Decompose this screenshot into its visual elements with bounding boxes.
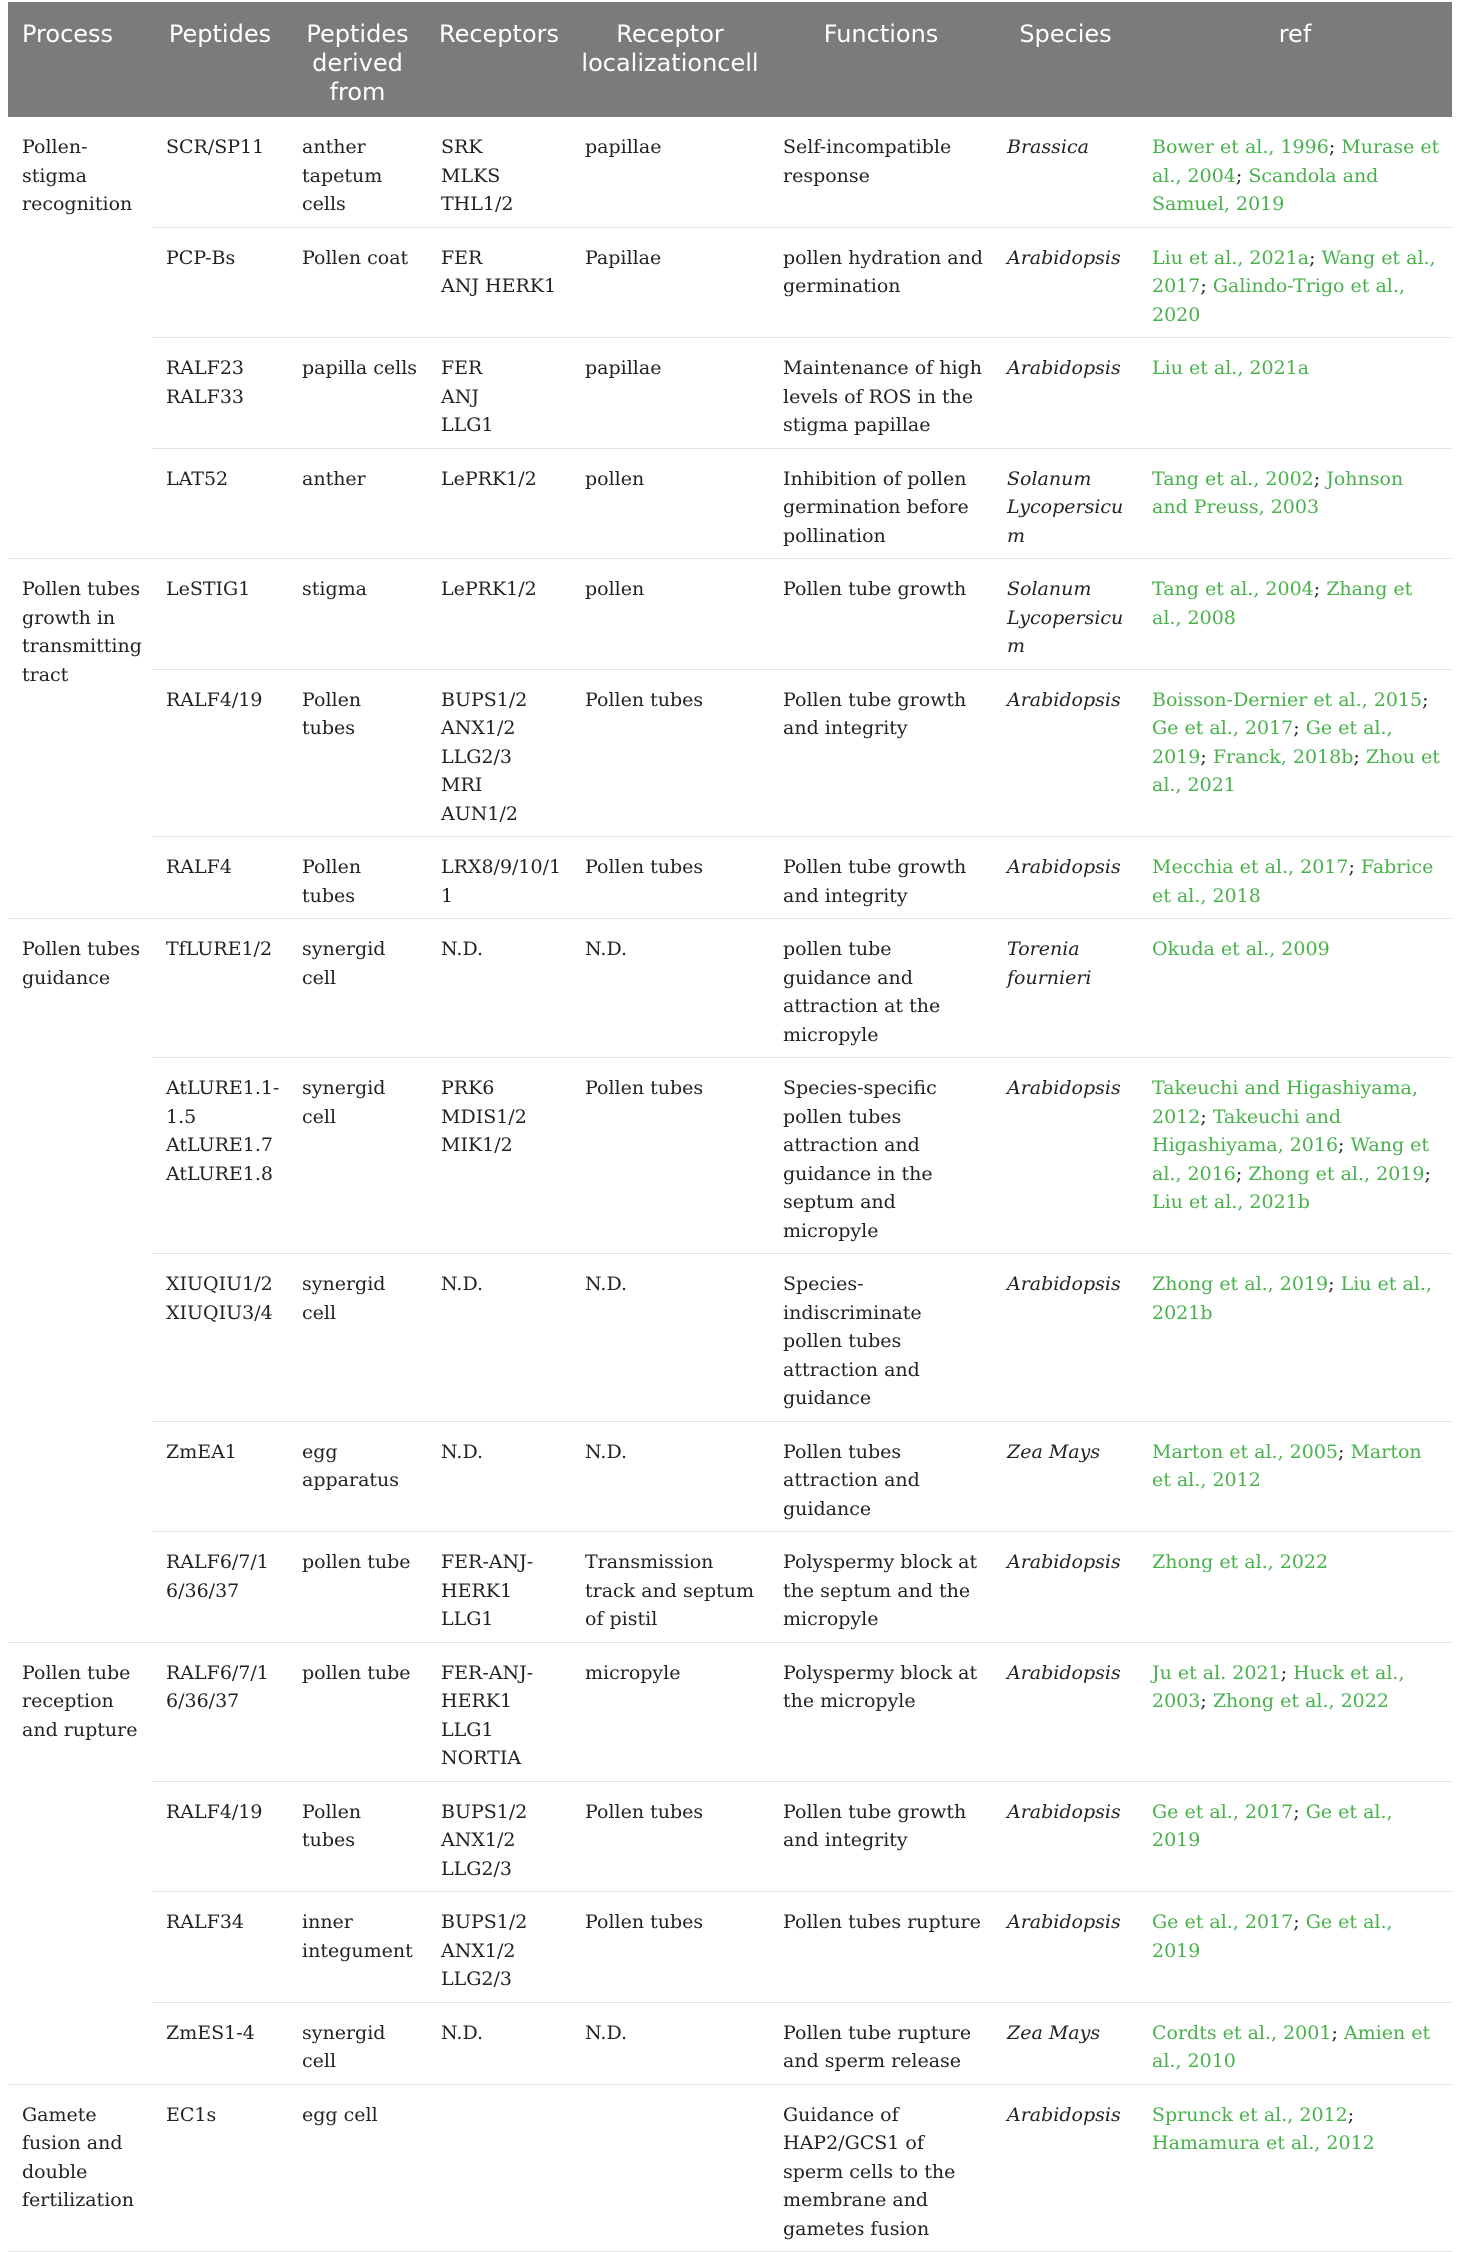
ref-cell: Bower et al., 1996; Murase et al., 2004; Scandola and Samuel, 2019 bbox=[1138, 117, 1452, 227]
receptor-item: LePRK1/2 bbox=[441, 578, 537, 600]
table-row bbox=[8, 1892, 1452, 2003]
table-row bbox=[8, 227, 1452, 338]
localization-cell: Pollen tubes bbox=[571, 1892, 769, 2003]
reference-link[interactable]: Liu et al., 2021a bbox=[1152, 246, 1310, 269]
reference-link[interactable]: Tang et al., 2002 bbox=[1152, 467, 1314, 490]
peptide-cell: LeSTIG1 bbox=[152, 559, 288, 670]
derived-from-cell: Pollen coat bbox=[288, 227, 427, 338]
header-peptides: Peptides bbox=[152, 2, 288, 117]
header-derived-from: Peptides derived from bbox=[288, 2, 427, 117]
species-cell: Solanum Lycopersicum bbox=[993, 559, 1138, 670]
reference-link[interactable]: Takeuchi and Higashiyama, 2012 bbox=[1152, 1077, 1418, 1128]
species-cell: Arabidopsis bbox=[993, 338, 1138, 449]
reference-link[interactable]: Murase et al., 2004 bbox=[1152, 136, 1440, 187]
function-cell: Pollen tube rupture and sperm release bbox=[769, 2002, 993, 2084]
receptor-item: ANX1/2 bbox=[441, 1829, 516, 1851]
table-body bbox=[8, 117, 1452, 2252]
ref-cell: Mecchia et al., 2017; Fabrice et al., 2018 bbox=[1138, 837, 1452, 919]
receptor-item: MRI AUN1/2 bbox=[441, 774, 518, 825]
reference-link[interactable]: Huck et al., 2003 bbox=[1152, 1661, 1405, 1712]
derived-from-cell: Pollen tubes bbox=[288, 1781, 427, 1892]
reference-link[interactable]: Fabrice et al., 2018 bbox=[1152, 856, 1434, 907]
process-cell: Gamete fusion and double fertilization bbox=[8, 2084, 152, 2252]
function-cell: pollen hydration and germination bbox=[769, 227, 993, 338]
reference-link[interactable]: Amien et al., 2010 bbox=[1152, 2021, 1431, 2072]
peptide-cell: RALF4/19 bbox=[152, 669, 288, 837]
table-row bbox=[8, 448, 1452, 559]
receptor-item: LLG2/3 bbox=[441, 1968, 512, 1990]
localization-cell: N.D. bbox=[571, 1254, 769, 1422]
header-ref: ref bbox=[1138, 2, 1452, 117]
receptor-item: LLG2/3 bbox=[441, 745, 512, 768]
derived-from-cell: synergid cell bbox=[288, 1058, 427, 1254]
peptide-cell: RALF6/7/16/36/37 bbox=[152, 1642, 288, 1781]
receptor-item: LLG1 bbox=[441, 414, 494, 436]
receptors-cell bbox=[427, 1892, 571, 2003]
receptor-item: MLKS bbox=[441, 164, 501, 187]
table-row bbox=[8, 1058, 1452, 1254]
reference-link[interactable]: Galindo-Trigo et al., 2020 bbox=[1152, 275, 1405, 326]
reference-link[interactable]: Ge et al., 2019 bbox=[1152, 1800, 1393, 1851]
receptor-item: MDIS1/2 bbox=[441, 1105, 527, 1128]
ref-cell: Boisson-Dernier et al., 2015; Ge et al., 2017; Ge et al., 2019; Franck, 2018b; Zhou et al., 2021 bbox=[1138, 669, 1452, 837]
header-receptors: Receptors bbox=[427, 2, 571, 117]
localization-cell: Pollen tubes bbox=[571, 1781, 769, 1892]
header-process: Process bbox=[8, 2, 152, 117]
function-cell: Pollen tube growth bbox=[769, 559, 993, 670]
derived-from-cell: papilla cells bbox=[288, 338, 427, 449]
derived-from-cell: egg apparatus bbox=[288, 1421, 427, 1532]
reference-link[interactable]: Scandola and Samuel, 2019 bbox=[1152, 164, 1379, 215]
receptors-cell bbox=[427, 837, 571, 919]
reference-link[interactable]: Ge et al., 2019 bbox=[1152, 717, 1393, 768]
localization-cell: Pollen tubes bbox=[571, 837, 769, 919]
function-cell: Pollen tube growth and integrity bbox=[769, 669, 993, 837]
receptors-cell bbox=[427, 2084, 571, 2252]
ref-cell: Sprunck et al., 2012; Hamamura et al., 2012 bbox=[1138, 2084, 1452, 2252]
peptide-cell: RALF23 RALF33 bbox=[152, 338, 288, 449]
receptors-cell bbox=[427, 1058, 571, 1254]
derived-from-cell: Pollen tubes bbox=[288, 837, 427, 919]
reference-link[interactable]: Zhong et al., 2019 bbox=[1152, 1273, 1329, 1295]
ref-cell: Marton et al., 2005; Marton et al., 2012 bbox=[1138, 1421, 1452, 1532]
reference-link[interactable]: Liu et al., 2021b bbox=[1152, 1273, 1432, 1324]
reference-link[interactable]: Wang et al., 2017 bbox=[1152, 246, 1436, 297]
localization-cell: micropyle bbox=[571, 1642, 769, 1781]
function-cell: Polyspermy block at the septum and the micropyle bbox=[769, 1532, 993, 1643]
localization-cell: Transmission track and septum of pistil bbox=[571, 1532, 769, 1643]
receptor-item: PRK6 bbox=[441, 1077, 495, 1099]
receptors-cell bbox=[427, 559, 571, 670]
localization-cell: pollen bbox=[571, 559, 769, 670]
derived-from-cell: egg cell bbox=[288, 2084, 427, 2252]
receptors-cell bbox=[427, 227, 571, 338]
peptide-cell: SCR/SP11 bbox=[152, 117, 288, 227]
localization-cell: Pollen tubes bbox=[571, 1058, 769, 1254]
reference-link[interactable]: Okuda et al., 2009 bbox=[1152, 938, 1330, 960]
reference-link[interactable]: Liu et al., 2021b bbox=[1152, 1191, 1310, 1213]
header-functions: Functions bbox=[769, 2, 993, 117]
localization-cell: papillae bbox=[571, 117, 769, 227]
species-cell: Arabidopsis bbox=[993, 227, 1138, 338]
derived-from-cell: Pollen tubes bbox=[288, 669, 427, 837]
localization-cell: N.D. bbox=[571, 919, 769, 1058]
derived-from-cell: synergid cell bbox=[288, 919, 427, 1058]
receptor-item: THL1/2 bbox=[441, 193, 514, 215]
peptide-cell: RALF4 bbox=[152, 837, 288, 919]
reference-link[interactable]: Cordts et al., 2001 bbox=[1152, 2021, 1332, 2044]
receptor-item: FER-ANJ-HERK1 bbox=[441, 1551, 534, 1602]
reference-link[interactable]: Takeuchi and Higashiyama, 2016 bbox=[1152, 1105, 1342, 1156]
table-row bbox=[8, 117, 1452, 227]
peptide-cell: XIUQIU1/2 XIUQIU3/4 bbox=[152, 1254, 288, 1422]
table-row bbox=[8, 837, 1452, 919]
species-cell: Arabidopsis bbox=[993, 669, 1138, 837]
peptide-cell: ZmEA1 bbox=[152, 1421, 288, 1532]
derived-from-cell: pollen tube bbox=[288, 1532, 427, 1643]
receptors-cell bbox=[427, 2002, 571, 2084]
receptor-item: NORTIA bbox=[441, 1747, 522, 1769]
receptor-item: FER-ANJ-HERK1 bbox=[441, 1661, 534, 1712]
derived-from-cell: pollen tube bbox=[288, 1642, 427, 1781]
localization-cell: Pollen tubes bbox=[571, 669, 769, 837]
receptors-cell bbox=[427, 1781, 571, 1892]
species-cell: Arabidopsis bbox=[993, 1254, 1138, 1422]
receptors-cell bbox=[427, 669, 571, 837]
function-cell: Self-incompatible response bbox=[769, 117, 993, 227]
table-row bbox=[8, 919, 1452, 1058]
receptors-cell bbox=[427, 1532, 571, 1643]
receptor-item: MIK1/2 bbox=[441, 1134, 513, 1156]
derived-from-cell: anther bbox=[288, 448, 427, 559]
derived-from-cell: synergid cell bbox=[288, 1254, 427, 1422]
function-cell: Pollen tube growth and integrity bbox=[769, 837, 993, 919]
function-cell: Pollen tubes rupture bbox=[769, 1892, 993, 2003]
ref-cell: Liu et al., 2021a; Wang et al., 2017; Galindo-Trigo et al., 2020 bbox=[1138, 227, 1452, 338]
receptors-cell bbox=[427, 1642, 571, 1781]
function-cell: Species-specific pollen tubes attraction and guidance in the septum and micropyle bbox=[769, 1058, 993, 1254]
receptor-item: BUPS1/2 bbox=[441, 1800, 528, 1823]
table-row bbox=[8, 1532, 1452, 1643]
process-cell: Pollen tube reception and rupture bbox=[8, 1642, 152, 2084]
peptide-cell: RALF6/7/16/36/37 bbox=[152, 1532, 288, 1643]
species-cell: Brassica bbox=[993, 117, 1138, 227]
receptors-cell bbox=[427, 117, 571, 227]
ref-cell: Ju et al. 2021; Huck et al., 2003; Zhong et al., 2022 bbox=[1138, 1642, 1452, 1781]
species-cell: Solanum Lycopersicum bbox=[993, 448, 1138, 559]
reference-link[interactable]: Zhong et al., 2019 bbox=[1248, 1162, 1425, 1185]
receptor-item: N.D. bbox=[441, 1273, 484, 1295]
receptor-item: ANJ bbox=[441, 385, 479, 408]
reference-link[interactable]: Bower et al., 1996 bbox=[1152, 136, 1329, 158]
species-cell: Arabidopsis bbox=[993, 837, 1138, 919]
table-row bbox=[8, 669, 1452, 837]
localization-cell: N.D. bbox=[571, 2002, 769, 2084]
peptide-cell: EC1s bbox=[152, 2084, 288, 2252]
process-cell: Pollen-stigma recognition bbox=[8, 117, 152, 559]
reference-link[interactable]: Franck, 2018b bbox=[1212, 745, 1354, 768]
function-cell: Guidance of HAP2/GCS1 of sperm cells to the membrane and gametes fusion bbox=[769, 2084, 993, 2252]
localization-cell: pollen bbox=[571, 448, 769, 559]
reference-link[interactable]: Marton et al., 2012 bbox=[1152, 1440, 1422, 1491]
function-cell: pollen tube guidance and attraction at the micropyle bbox=[769, 919, 993, 1058]
species-cell: Arabidopsis bbox=[993, 2084, 1138, 2252]
table-header-row bbox=[8, 2, 1452, 117]
receptor-item: N.D. bbox=[441, 2021, 484, 2044]
receptor-item: ANJ HERK1 bbox=[441, 275, 557, 297]
species-cell: Zea Mays bbox=[993, 1421, 1138, 1532]
function-cell: Pollen tubes attraction and guidance bbox=[769, 1421, 993, 1532]
table-row bbox=[8, 2002, 1452, 2084]
ref-cell bbox=[1138, 919, 1452, 1058]
reference-link[interactable]: Ge et al., 2019 bbox=[1152, 1911, 1393, 1962]
reference-link[interactable]: Ge et al., 2017 bbox=[1152, 717, 1294, 739]
peptide-table bbox=[8, 2, 1452, 2252]
peptide-cell: TfLURE1/2 bbox=[152, 919, 288, 1058]
localization-cell: papillae bbox=[571, 338, 769, 449]
receptors-cell bbox=[427, 1254, 571, 1422]
ref-cell: Takeuchi and Higashiyama, 2012; Takeuchi and Higashiyama, 2016; Wang et al., 2016; Zhong et al., 2019; Liu et al., 2021b bbox=[1138, 1058, 1452, 1254]
receptor-item: LLG1 bbox=[441, 1608, 494, 1630]
ref-cell: Tang et al., 2002; Johnson and Preuss, 2003 bbox=[1138, 448, 1452, 559]
reference-link[interactable]: Ge et al., 2017 bbox=[1152, 1911, 1294, 1933]
table-row bbox=[8, 559, 1452, 670]
ref-cell: Ge et al., 2017; Ge et al., 2019 bbox=[1138, 1892, 1452, 2003]
derived-from-cell: stigma bbox=[288, 559, 427, 670]
reference-link[interactable]: Sprunck et al., 2012 bbox=[1152, 2103, 1348, 2126]
peptide-cell: LAT52 bbox=[152, 448, 288, 559]
table-row bbox=[8, 1642, 1452, 1781]
receptor-item: ANX1/2 bbox=[441, 1939, 516, 1962]
process-cell: Pollen tubes guidance bbox=[8, 919, 152, 1643]
receptor-item: BUPS1/2 bbox=[441, 1911, 528, 1933]
localization-cell: Papillae bbox=[571, 227, 769, 338]
ref-cell bbox=[1138, 1532, 1452, 1643]
receptors-cell bbox=[427, 919, 571, 1058]
reference-link[interactable]: Marton et al., 2005 bbox=[1152, 1440, 1339, 1463]
receptor-item: SRK bbox=[441, 136, 483, 158]
species-cell: Zea Mays bbox=[993, 2002, 1138, 2084]
function-cell: Species-indiscriminate pollen tubes attraction and guidance bbox=[769, 1254, 993, 1422]
table-row bbox=[8, 1781, 1452, 1892]
process-cell: Pollen tubes growth in transmitting tract bbox=[8, 559, 152, 919]
receptors-cell bbox=[427, 448, 571, 559]
receptor-item: N.D. bbox=[441, 938, 484, 960]
ref-cell bbox=[1138, 338, 1452, 449]
peptide-cell: RALF4/19 bbox=[152, 1781, 288, 1892]
peptide-cell: AtLURE1.1-1.5 AtLURE1.7 AtLURE1.8 bbox=[152, 1058, 288, 1254]
ref-cell: Zhong et al., 2019; Liu et al., 2021b bbox=[1138, 1254, 1452, 1422]
ref-cell: Tang et al., 2004; Zhang et al., 2008 bbox=[1138, 559, 1452, 670]
reference-link[interactable]: Zhou et al., 2021 bbox=[1152, 745, 1440, 796]
peptide-cell: ZmES1-4 bbox=[152, 2002, 288, 2084]
table-row bbox=[8, 1254, 1452, 1422]
receptors-cell bbox=[427, 338, 571, 449]
reference-link[interactable]: Liu et al., 2021a bbox=[1152, 357, 1310, 379]
reference-link[interactable]: Ge et al., 2017 bbox=[1152, 1800, 1294, 1823]
receptor-item: BUPS1/2 bbox=[441, 688, 528, 711]
derived-from-cell: synergid cell bbox=[288, 2002, 427, 2084]
localization-cell: N.D. bbox=[571, 1421, 769, 1532]
reference-link[interactable]: Tang et al., 2004 bbox=[1152, 578, 1314, 600]
receptor-item: LLG2/3 bbox=[441, 1857, 512, 1880]
reference-link[interactable]: Zhang et al., 2008 bbox=[1152, 578, 1413, 629]
derived-from-cell: anther tapetum cells bbox=[288, 117, 427, 227]
reference-link[interactable]: Zhong et al., 2022 bbox=[1212, 1690, 1389, 1712]
receptor-item: LRX8/9/10/11 bbox=[441, 856, 562, 907]
table-row bbox=[8, 2084, 1452, 2252]
header-species: Species bbox=[993, 2, 1138, 117]
localization-cell bbox=[571, 2084, 769, 2252]
derived-from-cell: inner integument bbox=[288, 1892, 427, 2003]
reference-link[interactable]: Hamamura et al., 2012 bbox=[1152, 2132, 1375, 2154]
receptor-item: FER bbox=[441, 246, 483, 269]
table-row bbox=[8, 1421, 1452, 1532]
receptor-item: LLG1 bbox=[441, 1718, 494, 1741]
ref-cell: Ge et al., 2017; Ge et al., 2019 bbox=[1138, 1781, 1452, 1892]
receptors-cell bbox=[427, 1421, 571, 1532]
species-cell: Torenia fournieri bbox=[993, 919, 1138, 1058]
species-cell: Arabidopsis bbox=[993, 1642, 1138, 1781]
species-cell: Arabidopsis bbox=[993, 1781, 1138, 1892]
peptide-cell: PCP-Bs bbox=[152, 227, 288, 338]
species-cell: Arabidopsis bbox=[993, 1058, 1138, 1254]
reference-link[interactable]: Wang et al., 2016 bbox=[1152, 1134, 1430, 1185]
reference-link[interactable]: Mecchia et al., 2017 bbox=[1152, 856, 1349, 878]
receptor-item: LePRK1/2 bbox=[441, 467, 537, 490]
reference-link[interactable]: Ju et al. 2021 bbox=[1152, 1661, 1281, 1684]
reference-link[interactable]: Zhong et al., 2022 bbox=[1152, 1551, 1329, 1573]
receptor-item: FER bbox=[441, 357, 483, 379]
table-row bbox=[8, 338, 1452, 449]
receptor-item: ANX1/2 bbox=[441, 717, 516, 739]
header-receptor-localization: Receptor localizationcell bbox=[571, 2, 769, 117]
receptor-item: N.D. bbox=[441, 1440, 484, 1463]
reference-link[interactable]: Johnson and Preuss, 2003 bbox=[1152, 467, 1404, 518]
species-cell: Arabidopsis bbox=[993, 1532, 1138, 1643]
function-cell: Inhibition of pollen germination before pollination bbox=[769, 448, 993, 559]
function-cell: Maintenance of high levels of ROS in the stigma papillae bbox=[769, 338, 993, 449]
species-cell: Arabidopsis bbox=[993, 1892, 1138, 2003]
ref-cell: Cordts et al., 2001; Amien et al., 2010 bbox=[1138, 2002, 1452, 2084]
function-cell: Pollen tube growth and integrity bbox=[769, 1781, 993, 1892]
peptide-cell: RALF34 bbox=[152, 1892, 288, 2003]
function-cell: Polyspermy block at the micropyle bbox=[769, 1642, 993, 1781]
reference-link[interactable]: Boisson-Dernier et al., 2015 bbox=[1152, 688, 1423, 711]
